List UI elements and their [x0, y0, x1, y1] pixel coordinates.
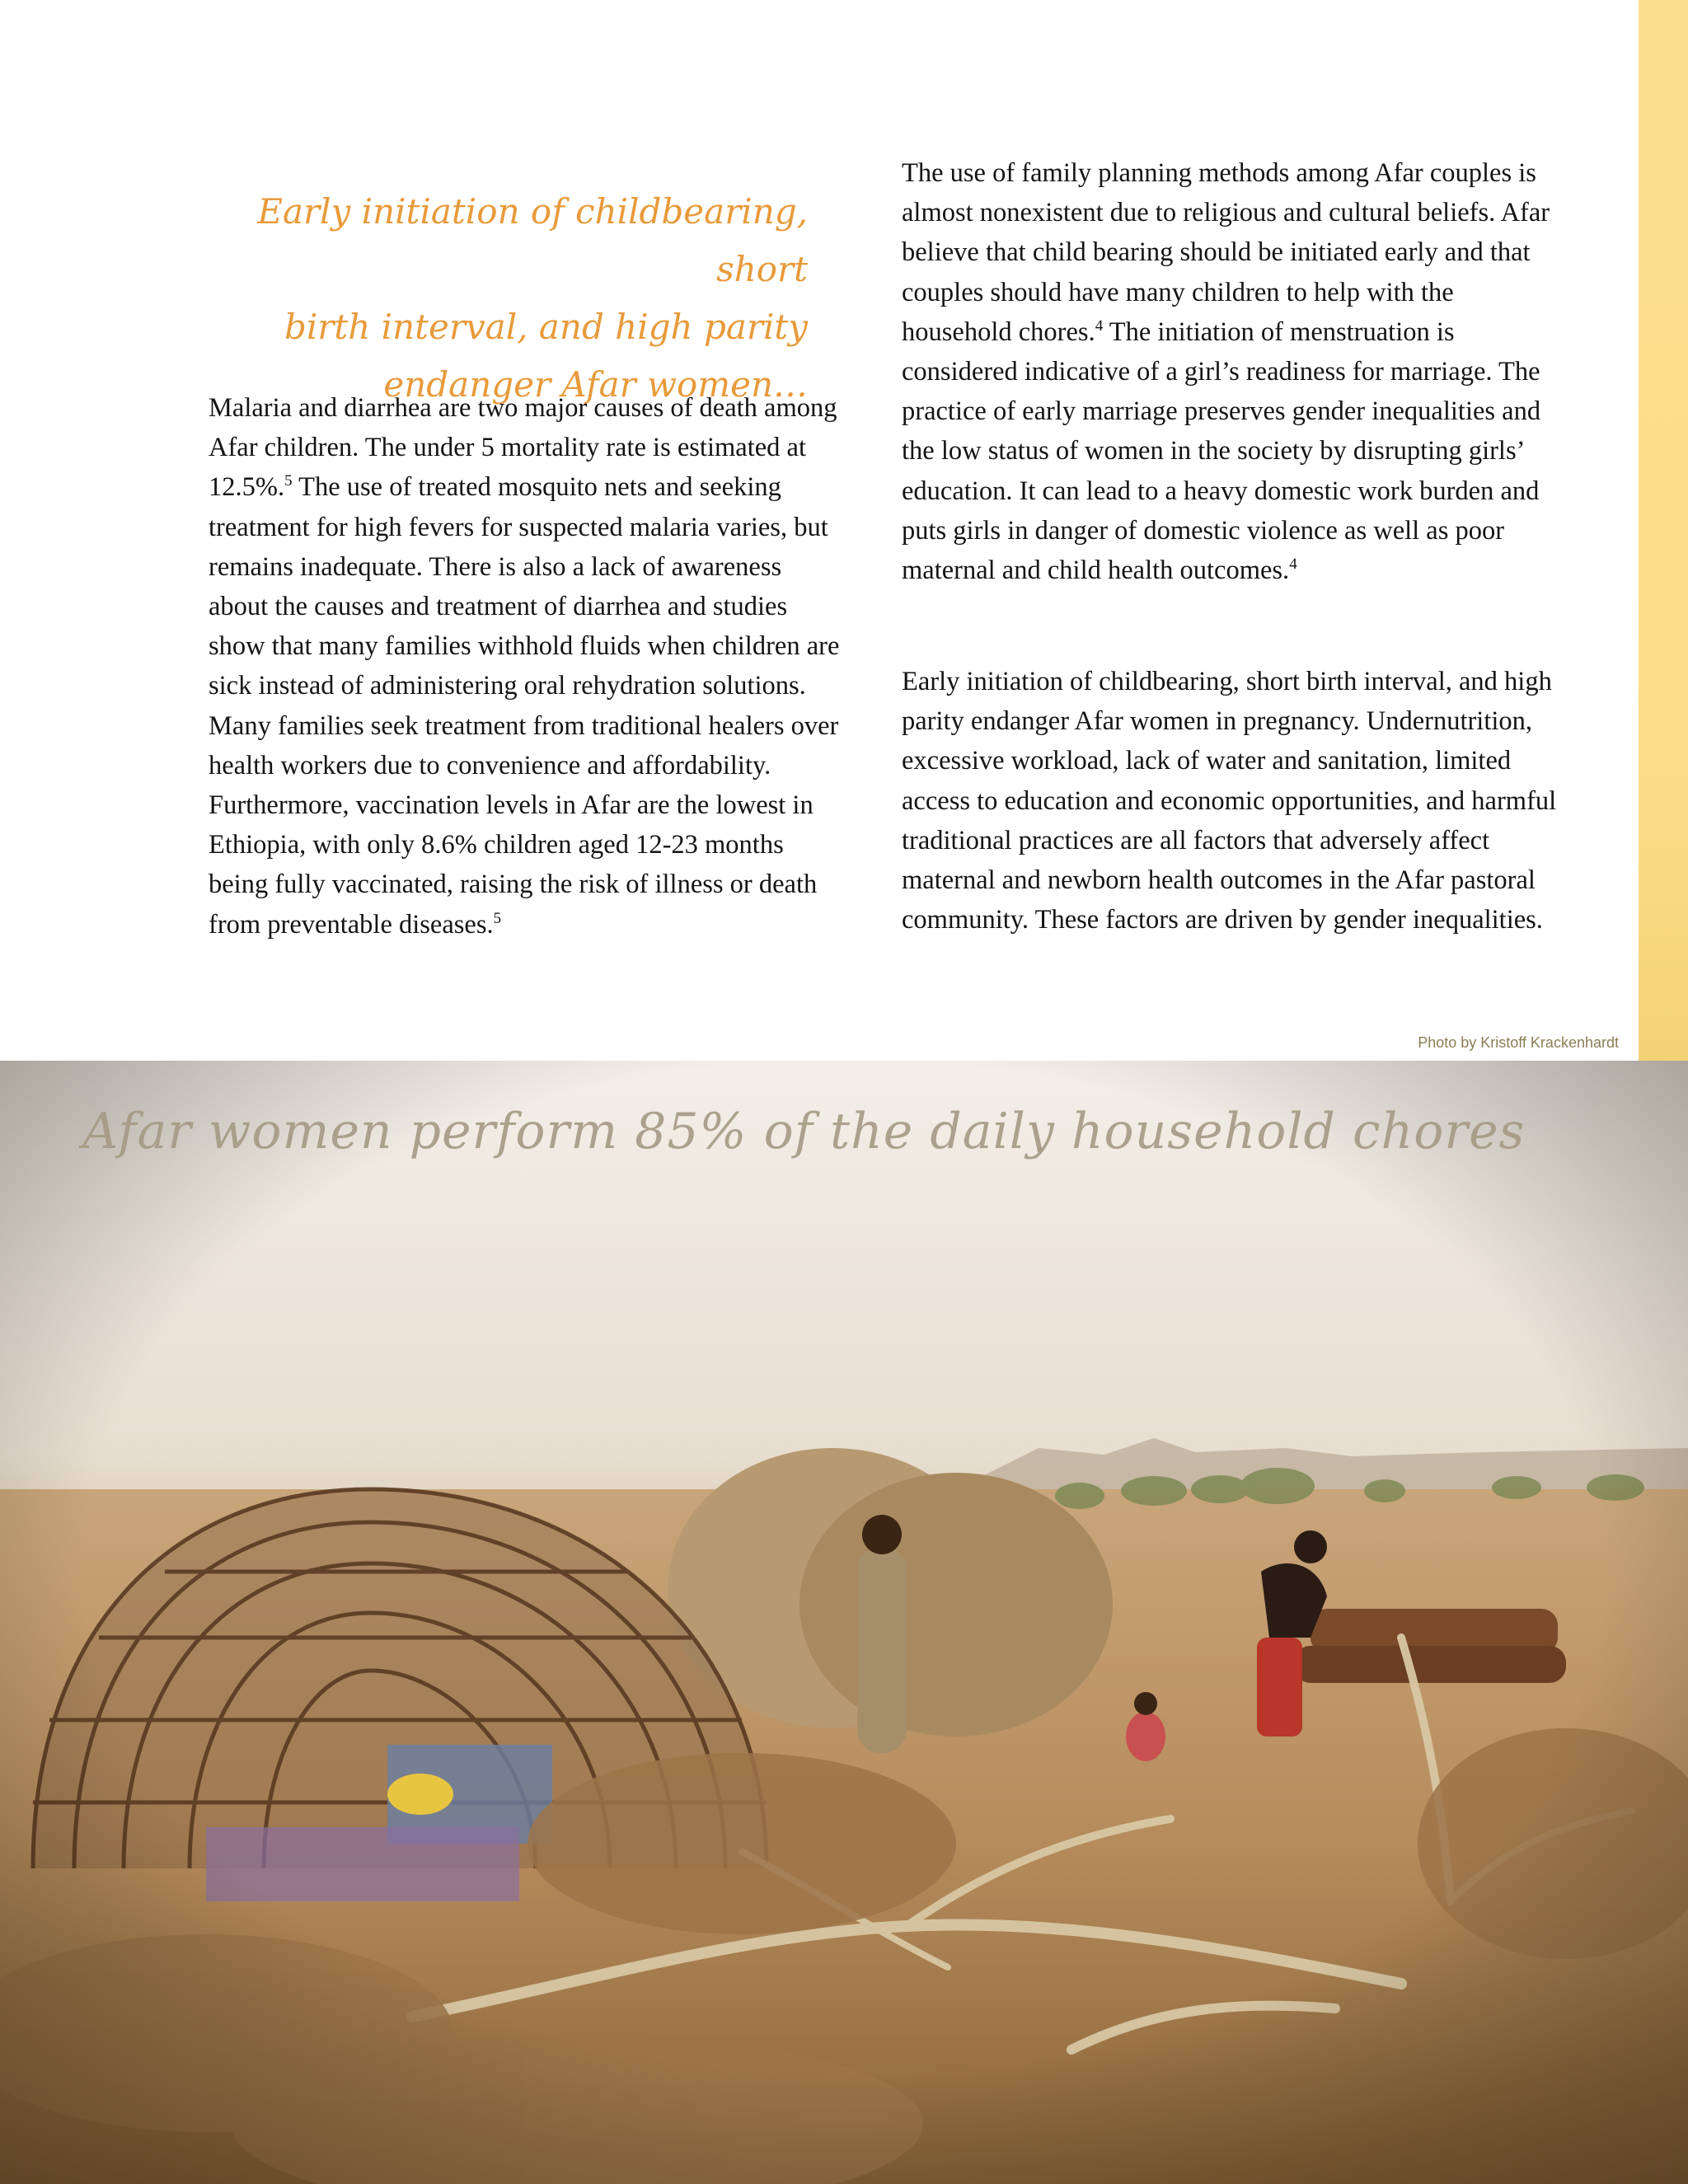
right-column-paragraph-2 — [902, 662, 1561, 940]
afar-camp-photo — [0, 1061, 1688, 2184]
footnote-ref: 5 — [493, 909, 502, 927]
photo-caption: Afar women perform 85% of the daily household chores — [82, 1103, 1526, 1160]
pull-quote — [157, 183, 808, 414]
pull-quote-line: birth interval, and high parity — [284, 307, 808, 347]
paragraph-text: Early initiation of childbearing, short birth interval, and high parity endanger Afar women in pregnancy. Undernutrition, excessive workload, lack of water and sanitation, limited access to education and economic opportunities, and harmful traditional practices are all factors that adversely affect maternal and newborn health outcomes in the Afar pastoral community. These factors are driven by gender inequalities. — [902, 667, 1557, 935]
footnote-ref: 5 — [284, 472, 293, 490]
pull-quote-line: Early initiation of childbearing, short — [257, 191, 808, 289]
footnote-ref: 4 — [1289, 555, 1297, 574]
photo-credit: Photo by Kristoff Krackenhardt — [1418, 1034, 1619, 1051]
paragraph-text: The initiation of menstruation is considered indicative of a girl’s readiness for marriage. The practice of early marriage preserves gender inequalities and the low status of women in the society by disrupting girls’ education. It can lead to a heavy domestic work burden and puts girls in danger of domestic violence as well as poor maternal and child health outcomes. — [902, 316, 1541, 586]
paragraph-text: The use of family planning methods among Afar couples is almost nonexistent due to religious and cultural beliefs. Afar believe that child bearing should be initiated early and that couples should have many children to help with the household chores. — [902, 158, 1550, 347]
right-column-paragraph-1 — [902, 153, 1561, 590]
left-column-paragraph — [209, 388, 847, 944]
pull-quote-line: endanger Afar women… — [383, 364, 808, 405]
footnote-ref: 4 — [1095, 316, 1104, 335]
paragraph-text: Malaria and diarrhea are two major causes of death among Afar children. The under 5 mortality rate is estimated at 12.5%. — [209, 393, 837, 503]
paragraph-text: The use of treated mosquito nets and seeking treatment for high fevers for suspected malaria varies, but remains inadequate. There is also a lack of awareness about the causes and treatment of diarrhea and studies show that many families withhold fluids when children are sick instead of administering oral rehydration solutions. Many families seek treatment from traditional healers over health workers due to convenience and affordability. Furthermore, vaccination levels in Afar are the lowest in Ethiopia, with only 8.6% children aged 12-23 months being fully vaccinated, raising the risk of illness or death from preventable diseases. — [209, 472, 840, 940]
